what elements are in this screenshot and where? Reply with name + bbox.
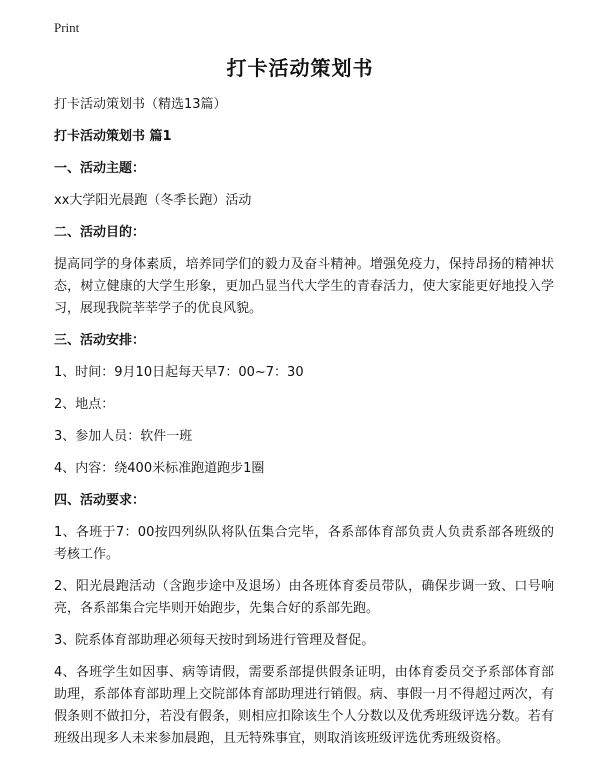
activity-theme-text: xx大学阳光晨跑（冬季长跑）活动 <box>54 193 252 208</box>
requirement-3: 3、院系体育部助理必须每天按时到场进行管理及督促。 <box>54 633 375 648</box>
arrangement-time: 1、时间：9月10日起每天早7：00~7：30 <box>54 365 304 380</box>
requirement-2: 2、阳光晨跑活动（含跑步途中及退场）由各班体育委员带队，确保步调一致、口号响亮，各系部集合完毕则开始跑步，先集合好的系部先跑。 <box>54 579 554 616</box>
heading-activity-requirements: 四、活动要求： <box>54 493 146 508</box>
arrangement-content: 4、内容：绕400米标准跑道跑步1圈 <box>54 461 265 476</box>
arrangement-participants: 3、参加人员：软件一班 <box>54 429 193 444</box>
section-title: 打卡活动策划书 篇1 <box>54 129 172 144</box>
document-body <box>54 158 554 750</box>
heading-activity-arrangement: 三、活动安排： <box>54 333 146 348</box>
print-link[interactable]: Print <box>54 20 80 35</box>
document-title: 打卡活动策划书 <box>226 56 374 80</box>
document-subtitle: 打卡活动策划书（精选13篇） <box>54 97 227 112</box>
activity-purpose-text: 提高同学的身体素质，培养同学们的毅力及奋斗精神。增强免疫力，保持昂扬的精神状态，树立健康的大学生形象，更加凸显当代大学生的青春活力，使大家能更好地投入学习，展现我院莘莘学子的优良风貌。 <box>54 257 554 316</box>
requirement-4: 4、各班学生如因事、病等请假，需要系部提供假条证明，由体育委员交予系部体育部助理，系部体育部助理上交院部体育部助理进行销假。病、事假一月不得超过两次，有假条则不做扣分，若没有假条，则相应扣除该生个人分数以及优秀班级评选分数。若有班级出现多人未来参加晨跑，且无特殊事宜，则取消该班级评选优秀班级资格。 <box>54 665 554 746</box>
document-content <box>54 94 554 760</box>
requirement-1: 1、各班于7：00按四列纵队将队伍集合完毕，各系部体育部负责人负责系部各班级的考核工作。 <box>54 525 554 562</box>
heading-activity-theme: 一、活动主题： <box>54 161 146 176</box>
arrangement-location: 2、地点： <box>54 397 115 412</box>
heading-activity-purpose: 二、活动目的： <box>54 225 146 240</box>
